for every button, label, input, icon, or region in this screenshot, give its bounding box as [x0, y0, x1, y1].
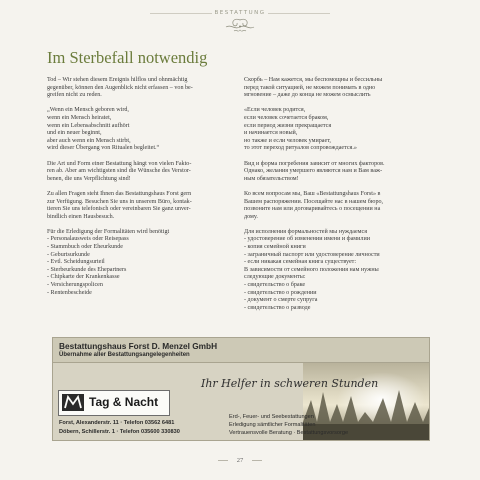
document-list: Für die Erledigung der Formalitäten wird benötigt - Personalausweis oder Reisepass - Stammbuch oder Eheurkunde - Geburtsurkunde - Evtl. Scheidungsurteil - Sterbeurkunde des Ehepartners - Chipkarte der Krankenkasse - Versicherungspolicen - Rentenbescheide [47, 228, 170, 296]
page-number-rule-right [252, 460, 262, 461]
paragraph: Скорбь – Нам кажется, мы беспомощны и бессильны перед такой ситуацией, не можем понимать в одно мгновение – даже до конца не можем осмыслить [244, 77, 383, 99]
service-line: Vertrauensvolle Beratung · Bestattungsvorsorge [229, 430, 349, 436]
paragraph: Die Art und Form einer Bestattung hängt von vielen Fakto- ren ab. Aber am wichtigsten sind die Wünsche des Verstor- benen, die uns Verpflichtung sind! [47, 160, 192, 182]
service-line: Erledigung sämtlicher Formalitäten [229, 422, 316, 428]
firm-subtitle: Übernahme aller Bestattungsangelegenheiten [59, 352, 190, 358]
german-text-column [47, 77, 235, 305]
address-forst: Forst, Alexanderstr. 11 · Telefon 03562 6481 [59, 420, 175, 426]
ad-header-bar [53, 338, 429, 363]
moon-logo-icon [62, 394, 84, 411]
page-title: Im Sterbefall notwendig [47, 48, 208, 67]
paragraph: Tod – Wir stehen diesem Ereignis hilflos und ohnmächtig gegenüber, können den Augenblick nicht erfassen – von be- greifen nicht zu reden. [47, 77, 193, 99]
header-rule-right [268, 13, 330, 14]
poem-quote: „Wenn ein Mensch geboren wird, wenn ein Mensch heiratet, wenn ein Lebensabschnitt aufhört und ein neuer beginnt, aber auch wenn ein Mensch stirbt, wird dieser Übergang von Ritualen begleitet.“ [47, 107, 160, 152]
firm-name: Bestattungshaus Forst D. Menzel GmbH [59, 341, 218, 351]
tag-und-nacht-logo [58, 390, 170, 416]
poem-quote: «Если человек родится, если человек сочетается браком, если период жизни прекращается и начинается новый, но также и если человек умирает, то этот переход ритуалов сопровождается.» [244, 107, 357, 152]
funeral-home-advertisement [52, 337, 430, 441]
ad-slogan: Ihr Helfer in schweren Stunden [201, 377, 379, 390]
document-list: Для исполнения формальностей мы нуждаемся - удостоверение об изменении имени и фамилии - копия семейной книги - заграничный паспорт или удостоверение личности - если никакая семейная книга существует: В зависимости от семейного положения нам нужны следующие документы: - свидетельство о браке - свидетельство о рождении - документ о смерте супруга - свидетельство о разводе [244, 228, 380, 311]
paragraph: Ко всем вопросам мы, Ваш «Bestattungshaus Forst» в Вашем распоряжении. Посещайте нас в нашем бюро, позвоните нам или договаривайтесь о посещении на дому. [244, 190, 384, 220]
paragraph: Вид и форма погребения зависит от многих факторов. Однако, желания умершего являются нам и Вам важ- ным обязательством! [244, 160, 385, 182]
flourish-ornament-icon [222, 17, 258, 35]
page-number: 27 [236, 457, 244, 464]
paragraph: Zu allen Fragen steht Ihnen das Bestattungshaus Forst gern zur Verfügung. Besuchen Sie uns in unserem Büro, kontak- tieren Sie uns telefonisch oder vereinbaren Sie ganz unver- bindlich einen Hausbesuch. [47, 190, 192, 220]
section-tag: BESTATTUNG [214, 10, 266, 16]
logo-text: Tag & Nacht [89, 395, 159, 409]
sunset-forest-photo [303, 362, 429, 440]
service-line: Erd-, Feuer- und Seebestattungen [229, 414, 314, 420]
address-doebern: Döbern, Schillerstr. 1 · Telefon 035600 330830 [59, 429, 180, 435]
russian-text-column [244, 77, 432, 320]
